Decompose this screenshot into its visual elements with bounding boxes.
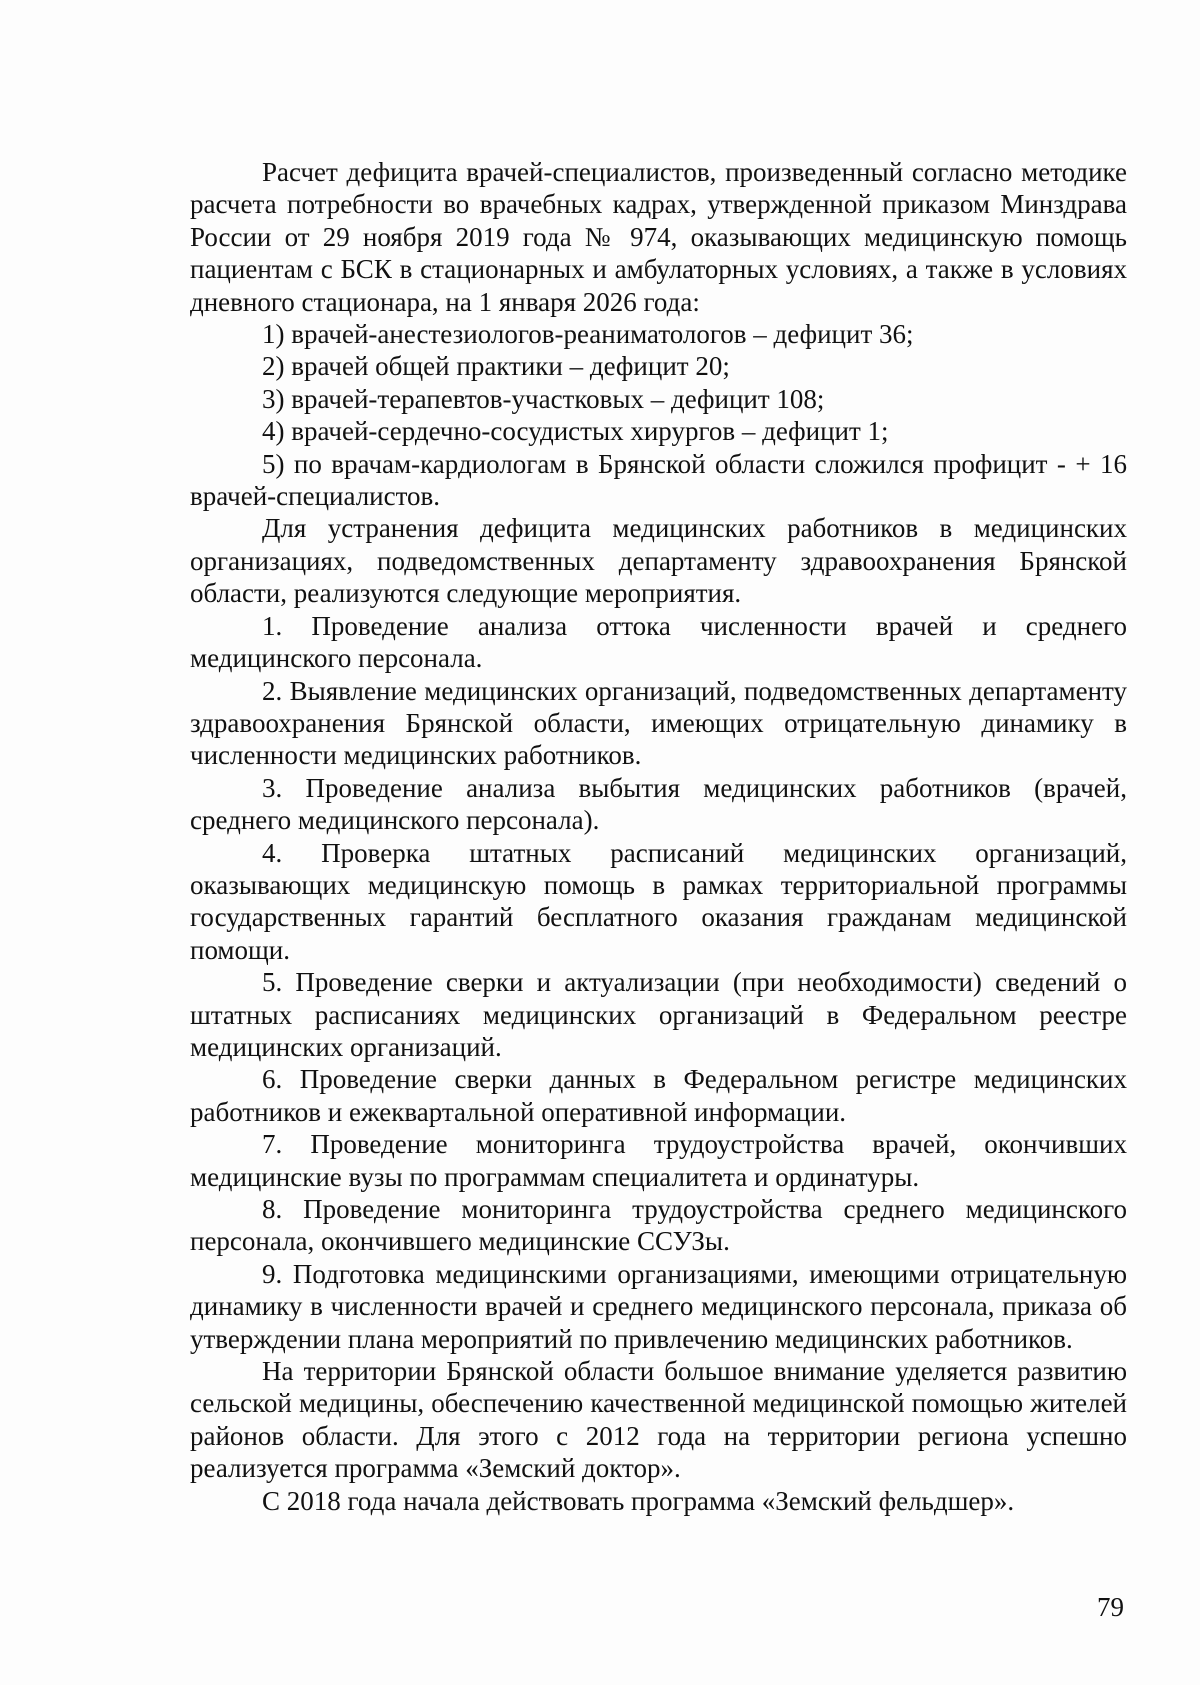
page-number: 79 xyxy=(1097,1592,1124,1622)
measure-item-5: 5. Проведение сверки и актуализации (при необходимости) сведений о штатных расписаниях медицинских организаций в Федеральном реестре медицинских организаций. xyxy=(190,967,1127,1062)
paragraph-rural-medicine: На территории Брянской области большое внимание уделяется развитию сельской медицины, обеспечению качественной медицинской помощью жителей районов области. Для этого с 2012 года на территории региона успешно реализуется программа «Земский доктор». xyxy=(190,1356,1127,1484)
measure-item-7: 7. Проведение мониторинга трудоустройства врачей, окончивших медицинские вузы по программам специалитета и ординатуры. xyxy=(190,1129,1127,1192)
measure-item-9: 9. Подготовка медицинскими организациями, имеющими отрицательную динамику в численности врачей и среднего медицинского персонала, приказа об утверждении плана мероприятий по привлечению медицинских работников. xyxy=(190,1258,1127,1354)
list-item-therapists: 3) врачей-терапевтов-участковых – дефицит 108; xyxy=(262,383,825,414)
paragraph-zemsky-feldsher: С 2018 года начала действовать программа «Земский фельдшер». xyxy=(262,1485,1015,1516)
measure-item-4: 4. Проверка штатных расписаний медицинских организаций, оказывающих медицинскую помощь в рамках территориальной программы государственных гарантий бесплатного оказания гражданам медицинской помощи. xyxy=(190,837,1127,965)
list-item-general-practice: 2) врачей общей практики – дефицит 20; xyxy=(262,351,730,382)
measure-item-8: 8. Проведение мониторинга трудоустройства среднего медицинского персонала, окончившего медицинские ССУЗы. xyxy=(190,1194,1127,1257)
body-text xyxy=(190,156,1127,1517)
list-item-cardiologists: 5) по врачам-кардиологам в Брянской области сложился профицит - + 16 врачей-специалистов. xyxy=(190,448,1127,512)
list-item-vascular-surgeons: 4) врачей-сердечно-сосудистых хирургов – дефицит 1; xyxy=(262,416,889,447)
measure-item-6: 6. Проведение сверки данных в Федеральном регистре медицинских работников и ежеквартальной оперативной информации. xyxy=(190,1064,1127,1127)
measure-item-3: 3. Проведение анализа выбытия медицинских работников (врачей, среднего медицинского персонала). xyxy=(190,772,1127,836)
list-item-anesthesiologists: 1) врачей-анестезиологов-реаниматологов – дефицит 36; xyxy=(262,319,914,350)
measure-item-1: 1. Проведение анализа оттока численности врачей и среднего медицинского персонала. xyxy=(190,610,1127,674)
paragraph-measures-intro: Для устранения дефицита медицинских работников в медицинских организациях, подведомственных департаменту здравоохранения Брянской области, реализуются следующие мероприятия. xyxy=(190,513,1127,609)
measure-item-2: 2. Выявление медицинских организаций, подведомственных департаменту здравоохранения Брянской области, имеющих отрицательную динамику в численности медицинских работников. xyxy=(190,675,1127,771)
paragraph-deficit-intro: Расчет дефицита врачей-специалистов, произведенный согласно методике расчета потребности во врачебных кадрах, утвержденной приказом Минздрава России от 29 ноября 2019 года № 974, оказывающих медицинскую помощь пациентам с БСК в стационарных и амбулаторных условиях, а также в условиях дневного стационара, на 1 января 2026 года: xyxy=(190,157,1127,317)
